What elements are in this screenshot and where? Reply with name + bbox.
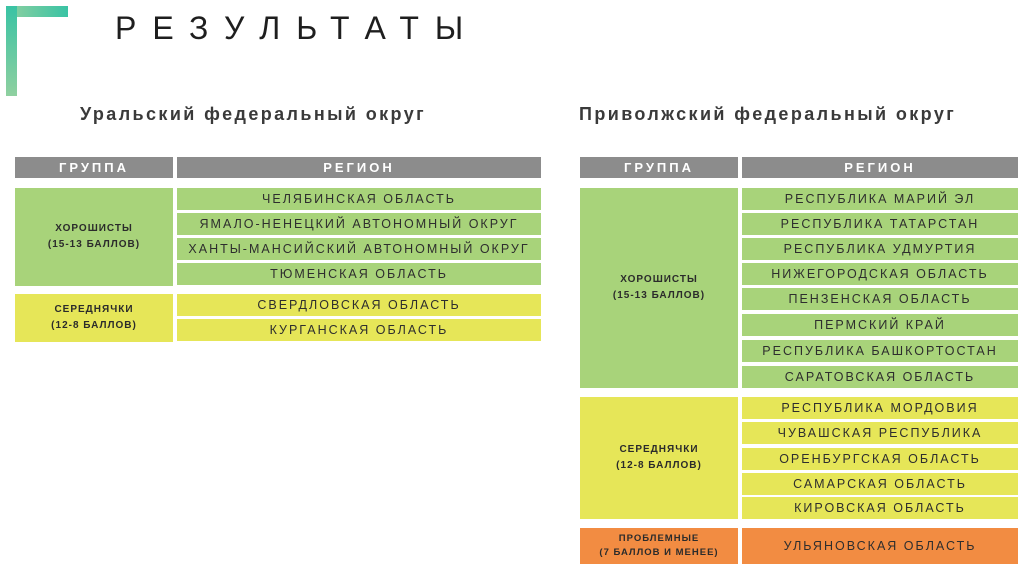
group-name: СЕРЕДНЯЧКИ [54,304,134,315]
region-cell: НИЖЕГОРОДСКАЯ ОБЛАСТЬ [742,263,1018,285]
page-title: РЕЗУЛЬТАТЫ [115,10,480,46]
region-cell: КИРОВСКАЯ ОБЛАСТЬ [742,497,1018,519]
column-header-group: ГРУППА [15,157,173,178]
region-cell: ЯМАЛО-НЕНЕЦКИЙ АВТОНОМНЫЙ ОКРУГ [177,213,541,235]
region-cell: ХАНТЫ-МАНСИЙСКИЙ АВТОНОМНЫЙ ОКРУГ [177,238,541,260]
group-cell-average [580,397,738,519]
group-range: (15-13 БАЛЛОВ) [47,239,141,250]
region-cell: УЛЬЯНОВСКАЯ ОБЛАСТЬ [742,528,1018,564]
district-title-volga: Приволжский федеральный округ [579,104,957,124]
column-header-region: РЕГИОН [177,157,541,178]
region-cell: ПЕРМСКИЙ КРАЙ [742,314,1018,336]
group-cell-good [15,188,173,286]
group-range: (15-13 БАЛЛОВ) [612,290,706,301]
corner-accent [6,6,68,96]
group-cell-problem [580,528,738,564]
column-header-region: РЕГИОН [742,157,1018,178]
region-cell: РЕСПУБЛИКА МАРИЙ ЭЛ [742,188,1018,210]
group-name: СЕРЕДНЯЧКИ [619,444,699,455]
region-cell: ЧЕЛЯБИНСКАЯ ОБЛАСТЬ [177,188,541,210]
group-cell-average [15,294,173,342]
group-range: (12-8 БАЛЛОВ) [51,320,137,331]
group-name: ХОРОШИСТЫ [620,274,698,285]
region-cell: САРАТОВСКАЯ ОБЛАСТЬ [742,366,1018,388]
region-cell: ОРЕНБУРГСКАЯ ОБЛАСТЬ [742,448,1018,470]
region-cell: ЧУВАШСКАЯ РЕСПУБЛИКА [742,422,1018,444]
group-name: ПРОБЛЕМНЫЕ [618,533,700,544]
district-title-ural: Уральский федеральный округ [80,104,427,124]
region-cell: РЕСПУБЛИКА ТАТАРСТАН [742,213,1018,235]
region-cell: САМАРСКАЯ ОБЛАСТЬ [742,473,1018,495]
region-cell: РЕСПУБЛИКА БАШКОРТОСТАН [742,340,1018,362]
group-name: ХОРОШИСТЫ [55,223,133,234]
region-cell: РЕСПУБЛИКА МОРДОВИЯ [742,397,1018,419]
corner-accent-vertical [6,6,17,96]
region-cell: ПЕНЗЕНСКАЯ ОБЛАСТЬ [742,288,1018,310]
column-header-group: ГРУППА [580,157,738,178]
group-range: (12-8 БАЛЛОВ) [616,460,702,471]
group-range: (7 БАЛЛОВ И МЕНЕЕ) [599,547,719,558]
region-cell: РЕСПУБЛИКА УДМУРТИЯ [742,238,1018,260]
region-cell: СВЕРДЛОВСКАЯ ОБЛАСТЬ [177,294,541,316]
region-cell: КУРГАНСКАЯ ОБЛАСТЬ [177,319,541,341]
region-cell: ТЮМЕНСКАЯ ОБЛАСТЬ [177,263,541,285]
group-cell-good [580,188,738,388]
